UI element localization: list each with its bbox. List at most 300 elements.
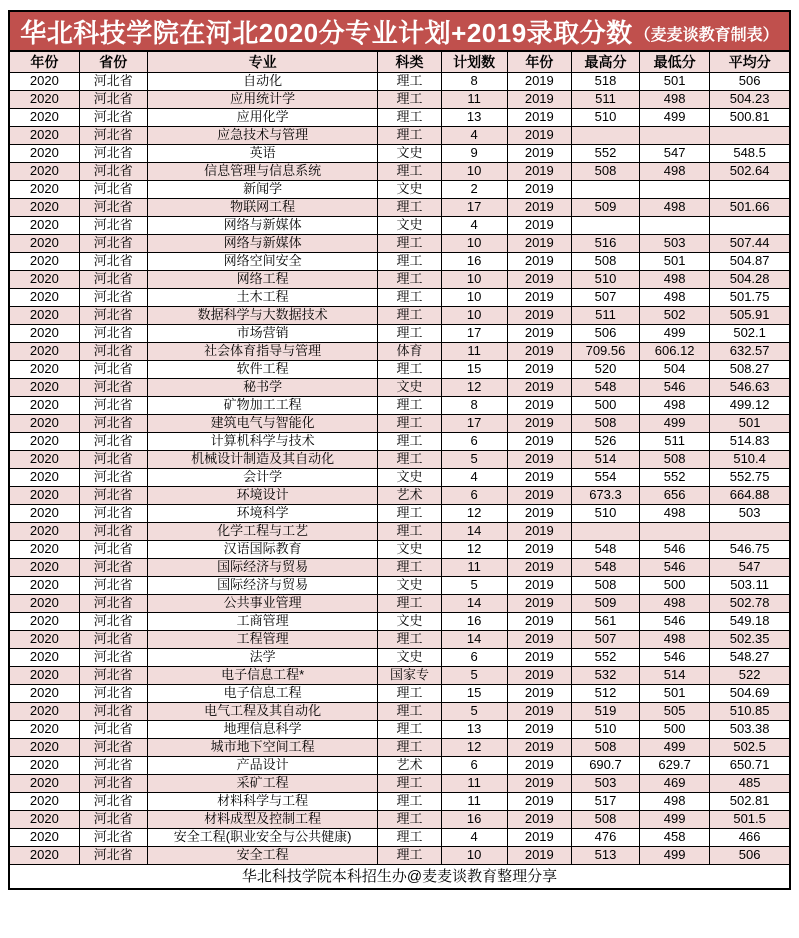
table-cell: 2020 bbox=[9, 468, 79, 486]
table-cell: 2020 bbox=[9, 396, 79, 414]
table-cell: 506 bbox=[710, 72, 790, 90]
table-cell: 504.28 bbox=[710, 270, 790, 288]
table-cell: 547 bbox=[640, 144, 710, 162]
table-cell: 500 bbox=[640, 576, 710, 594]
table-cell: 2019 bbox=[507, 648, 571, 666]
table-cell: 510 bbox=[571, 270, 639, 288]
table-cell: 公共事业管理 bbox=[147, 594, 378, 612]
table-cell: 10 bbox=[441, 288, 507, 306]
table-cell: 546 bbox=[640, 378, 710, 396]
table-row bbox=[9, 126, 790, 144]
table-cell: 国际经济与贸易 bbox=[147, 576, 378, 594]
table-cell: 2020 bbox=[9, 108, 79, 126]
table-cell: 469 bbox=[640, 774, 710, 792]
table-cell: 505 bbox=[640, 702, 710, 720]
table-cell: 2019 bbox=[507, 234, 571, 252]
table-cell: 508 bbox=[571, 738, 639, 756]
table-cell: 11 bbox=[441, 774, 507, 792]
table-cell: 17 bbox=[441, 414, 507, 432]
table-cell: 计算机科学与技术 bbox=[147, 432, 378, 450]
table-row bbox=[9, 306, 790, 324]
table-cell: 河北省 bbox=[79, 360, 147, 378]
table-row bbox=[9, 216, 790, 234]
table-cell: 河北省 bbox=[79, 162, 147, 180]
column-header: 最高分 bbox=[571, 51, 639, 72]
table-cell: 561 bbox=[571, 612, 639, 630]
table-cell: 电子信息工程* bbox=[147, 666, 378, 684]
table-cell: 社会体育指导与管理 bbox=[147, 342, 378, 360]
table-cell: 499 bbox=[640, 738, 710, 756]
table-row bbox=[9, 792, 790, 810]
table-row bbox=[9, 324, 790, 342]
table-cell: 理工 bbox=[378, 432, 441, 450]
table-cell: 矿物加工工程 bbox=[147, 396, 378, 414]
table-cell: 2019 bbox=[507, 288, 571, 306]
table-cell: 化学工程与工艺 bbox=[147, 522, 378, 540]
table-cell: 河北省 bbox=[79, 594, 147, 612]
table-row bbox=[9, 198, 790, 216]
table-cell: 504.87 bbox=[710, 252, 790, 270]
table-cell: 501.5 bbox=[710, 810, 790, 828]
table-cell: 548 bbox=[571, 378, 639, 396]
table-cell: 466 bbox=[710, 828, 790, 846]
table-cell: 503 bbox=[640, 234, 710, 252]
table-cell: 13 bbox=[441, 720, 507, 738]
table-cell: 河北省 bbox=[79, 342, 147, 360]
table-cell: 546 bbox=[640, 612, 710, 630]
table-cell: 11 bbox=[441, 342, 507, 360]
table-cell: 508 bbox=[571, 576, 639, 594]
table-cell: 材料成型及控制工程 bbox=[147, 810, 378, 828]
table-cell: 6 bbox=[441, 432, 507, 450]
table-cell: 17 bbox=[441, 198, 507, 216]
table-cell: 2020 bbox=[9, 324, 79, 342]
table-cell: 河北省 bbox=[79, 108, 147, 126]
table-cell: 501.75 bbox=[710, 288, 790, 306]
table-cell: 511 bbox=[571, 90, 639, 108]
table-cell: 理工 bbox=[378, 198, 441, 216]
table-row bbox=[9, 90, 790, 108]
table-cell: 2020 bbox=[9, 144, 79, 162]
table-row bbox=[9, 72, 790, 90]
table-cell: 城市地下空间工程 bbox=[147, 738, 378, 756]
table-cell: 548 bbox=[571, 558, 639, 576]
table-cell: 艺术 bbox=[378, 486, 441, 504]
table-cell: 2019 bbox=[507, 270, 571, 288]
table-cell: 网络空间安全 bbox=[147, 252, 378, 270]
table-cell: 2019 bbox=[507, 342, 571, 360]
table-row bbox=[9, 450, 790, 468]
table-cell: 4 bbox=[441, 126, 507, 144]
table-cell: 2019 bbox=[507, 576, 571, 594]
table-cell: 498 bbox=[640, 630, 710, 648]
table-cell: 理工 bbox=[378, 738, 441, 756]
column-header: 年份 bbox=[507, 51, 571, 72]
table-cell: 650.71 bbox=[710, 756, 790, 774]
table-cell: 509 bbox=[571, 594, 639, 612]
table-cell: 2020 bbox=[9, 486, 79, 504]
table-cell: 2020 bbox=[9, 810, 79, 828]
table-cell: 500.81 bbox=[710, 108, 790, 126]
admission-table-graphic bbox=[8, 10, 791, 890]
table-cell: 518 bbox=[571, 72, 639, 90]
table-cell: 4 bbox=[441, 828, 507, 846]
table-cell: 河北省 bbox=[79, 702, 147, 720]
table-cell: 河北省 bbox=[79, 180, 147, 198]
table-body bbox=[9, 72, 790, 864]
table-cell: 2 bbox=[441, 180, 507, 198]
table-cell: 河北省 bbox=[79, 522, 147, 540]
table-cell: 理工 bbox=[378, 846, 441, 864]
table-row bbox=[9, 540, 790, 558]
table-cell: 519 bbox=[571, 702, 639, 720]
table-cell: 河北省 bbox=[79, 306, 147, 324]
table-cell: 2019 bbox=[507, 90, 571, 108]
table-cell: 2020 bbox=[9, 720, 79, 738]
table-cell: 508 bbox=[571, 810, 639, 828]
table-cell: 理工 bbox=[378, 90, 441, 108]
table-cell: 2019 bbox=[507, 684, 571, 702]
table-cell: 6 bbox=[441, 756, 507, 774]
table-cell: 554 bbox=[571, 468, 639, 486]
table-cell: 16 bbox=[441, 810, 507, 828]
table-cell: 工程管理 bbox=[147, 630, 378, 648]
table-cell: 510.4 bbox=[710, 450, 790, 468]
table-cell: 河北省 bbox=[79, 576, 147, 594]
table-cell: 理工 bbox=[378, 630, 441, 648]
table-cell: 2019 bbox=[507, 558, 571, 576]
table-cell: 河北省 bbox=[79, 720, 147, 738]
table-cell: 2020 bbox=[9, 306, 79, 324]
table-cell: 理工 bbox=[378, 72, 441, 90]
table-cell: 502 bbox=[640, 306, 710, 324]
table-cell: 501 bbox=[710, 414, 790, 432]
table-row bbox=[9, 288, 790, 306]
table-cell: 546 bbox=[640, 558, 710, 576]
table-cell: 理工 bbox=[378, 558, 441, 576]
table-cell: 2019 bbox=[507, 144, 571, 162]
table-cell: 507 bbox=[571, 288, 639, 306]
table-cell: 10 bbox=[441, 234, 507, 252]
page-title: 华北科技学院在河北2020分专业计划+2019录取分数 bbox=[20, 17, 633, 48]
table-cell: 501.66 bbox=[710, 198, 790, 216]
table-row bbox=[9, 558, 790, 576]
table-cell: 11 bbox=[441, 558, 507, 576]
column-header: 年份 bbox=[9, 51, 79, 72]
table-cell: 河北省 bbox=[79, 72, 147, 90]
table-cell: 河北省 bbox=[79, 666, 147, 684]
table-cell bbox=[640, 180, 710, 198]
table-cell: 河北省 bbox=[79, 216, 147, 234]
table-cell: 10 bbox=[441, 162, 507, 180]
table-cell: 2019 bbox=[507, 504, 571, 522]
table-cell: 510 bbox=[571, 108, 639, 126]
table-cell: 505.91 bbox=[710, 306, 790, 324]
table-cell: 552 bbox=[640, 468, 710, 486]
table-cell: 548 bbox=[571, 540, 639, 558]
table-cell: 河北省 bbox=[79, 378, 147, 396]
table-cell: 国家专 bbox=[378, 666, 441, 684]
table-cell: 2019 bbox=[507, 108, 571, 126]
table-cell: 606.12 bbox=[640, 342, 710, 360]
table-cell: 16 bbox=[441, 612, 507, 630]
column-header: 平均分 bbox=[710, 51, 790, 72]
table-cell: 12 bbox=[441, 504, 507, 522]
table-cell: 理工 bbox=[378, 684, 441, 702]
table-row bbox=[9, 738, 790, 756]
table-cell: 理工 bbox=[378, 774, 441, 792]
table-cell: 物联网工程 bbox=[147, 198, 378, 216]
table-cell: 2020 bbox=[9, 630, 79, 648]
table-cell: 软件工程 bbox=[147, 360, 378, 378]
table-cell: 14 bbox=[441, 522, 507, 540]
table-row bbox=[9, 162, 790, 180]
table-cell: 8 bbox=[441, 72, 507, 90]
table-row bbox=[9, 180, 790, 198]
table-cell: 506 bbox=[571, 324, 639, 342]
table-row bbox=[9, 774, 790, 792]
table-cell: 506 bbox=[710, 846, 790, 864]
table-cell: 499 bbox=[640, 846, 710, 864]
table-row bbox=[9, 108, 790, 126]
table-row bbox=[9, 756, 790, 774]
table-cell: 理工 bbox=[378, 702, 441, 720]
table-cell: 建筑电气与智能化 bbox=[147, 414, 378, 432]
table-row bbox=[9, 594, 790, 612]
table-cell: 499 bbox=[640, 414, 710, 432]
table-cell: 2020 bbox=[9, 774, 79, 792]
table-cell: 2019 bbox=[507, 738, 571, 756]
table-row bbox=[9, 702, 790, 720]
table-cell: 环境设计 bbox=[147, 486, 378, 504]
table-cell: 548.5 bbox=[710, 144, 790, 162]
table-cell: 504 bbox=[640, 360, 710, 378]
table-cell: 河北省 bbox=[79, 846, 147, 864]
table-cell: 市场营销 bbox=[147, 324, 378, 342]
table-cell: 503.38 bbox=[710, 720, 790, 738]
table-cell: 机械设计制造及其自动化 bbox=[147, 450, 378, 468]
table-row bbox=[9, 234, 790, 252]
table-cell bbox=[710, 216, 790, 234]
table-cell: 498 bbox=[640, 198, 710, 216]
header-row bbox=[9, 51, 790, 72]
table-row bbox=[9, 486, 790, 504]
table-cell: 2020 bbox=[9, 342, 79, 360]
table-cell: 2019 bbox=[507, 468, 571, 486]
table-cell: 2019 bbox=[507, 216, 571, 234]
table-row bbox=[9, 684, 790, 702]
table-row bbox=[9, 252, 790, 270]
table-cell: 2020 bbox=[9, 90, 79, 108]
table-cell: 522 bbox=[710, 666, 790, 684]
table-cell: 数据科学与大数据技术 bbox=[147, 306, 378, 324]
table-cell: 2019 bbox=[507, 252, 571, 270]
table-row bbox=[9, 144, 790, 162]
table-cell: 507.44 bbox=[710, 234, 790, 252]
table-cell: 512 bbox=[571, 684, 639, 702]
table-cell: 552 bbox=[571, 144, 639, 162]
table-cell: 510 bbox=[571, 504, 639, 522]
table-cell: 2019 bbox=[507, 72, 571, 90]
table-cell: 网络与新媒体 bbox=[147, 216, 378, 234]
table-cell: 英语 bbox=[147, 144, 378, 162]
table-cell: 河北省 bbox=[79, 468, 147, 486]
table-cell: 508 bbox=[640, 450, 710, 468]
table-cell: 546.75 bbox=[710, 540, 790, 558]
table-cell: 508.27 bbox=[710, 360, 790, 378]
table-cell: 文史 bbox=[378, 648, 441, 666]
table-cell: 理工 bbox=[378, 810, 441, 828]
table-cell: 法学 bbox=[147, 648, 378, 666]
table-cell bbox=[640, 216, 710, 234]
table-cell: 501 bbox=[640, 684, 710, 702]
column-header: 科类 bbox=[378, 51, 441, 72]
table-cell: 2020 bbox=[9, 702, 79, 720]
table-cell: 9 bbox=[441, 144, 507, 162]
title-bar bbox=[8, 10, 791, 52]
table-cell: 2020 bbox=[9, 378, 79, 396]
table-cell: 532 bbox=[571, 666, 639, 684]
table-cell: 采矿工程 bbox=[147, 774, 378, 792]
table-cell: 508 bbox=[571, 162, 639, 180]
table-cell: 理工 bbox=[378, 234, 441, 252]
table-row bbox=[9, 576, 790, 594]
table-cell: 546 bbox=[640, 540, 710, 558]
table-cell: 2019 bbox=[507, 720, 571, 738]
table-cell: 地理信息科学 bbox=[147, 720, 378, 738]
table-cell: 516 bbox=[571, 234, 639, 252]
table-cell: 河北省 bbox=[79, 288, 147, 306]
table-cell: 2020 bbox=[9, 612, 79, 630]
table-cell: 2019 bbox=[507, 756, 571, 774]
table-cell: 547 bbox=[710, 558, 790, 576]
footer-row bbox=[9, 864, 790, 889]
table-cell: 理工 bbox=[378, 252, 441, 270]
table-cell: 理工 bbox=[378, 306, 441, 324]
table-cell: 502.35 bbox=[710, 630, 790, 648]
table-cell: 4 bbox=[441, 216, 507, 234]
table-cell: 材料科学与工程 bbox=[147, 792, 378, 810]
table-cell: 514 bbox=[571, 450, 639, 468]
table-cell: 514 bbox=[640, 666, 710, 684]
table-cell: 2020 bbox=[9, 828, 79, 846]
table-cell: 549.18 bbox=[710, 612, 790, 630]
table-cell: 2020 bbox=[9, 576, 79, 594]
table-cell: 10 bbox=[441, 306, 507, 324]
table-cell: 509 bbox=[571, 198, 639, 216]
table-cell: 520 bbox=[571, 360, 639, 378]
table-cell: 498 bbox=[640, 270, 710, 288]
table-cell: 国际经济与贸易 bbox=[147, 558, 378, 576]
table-cell bbox=[571, 522, 639, 540]
table-cell: 2020 bbox=[9, 360, 79, 378]
table-cell: 河北省 bbox=[79, 126, 147, 144]
table-footer-note: 华北科技学院本科招生办@麦麦谈教育整理分享 bbox=[9, 864, 790, 889]
table-cell: 河北省 bbox=[79, 144, 147, 162]
table-cell: 499 bbox=[640, 108, 710, 126]
table-cell: 13 bbox=[441, 108, 507, 126]
table-cell: 文史 bbox=[378, 612, 441, 630]
table-row bbox=[9, 378, 790, 396]
table-cell: 网络工程 bbox=[147, 270, 378, 288]
table-cell: 河北省 bbox=[79, 792, 147, 810]
table-cell: 2019 bbox=[507, 612, 571, 630]
table-cell: 理工 bbox=[378, 108, 441, 126]
table-cell: 502.1 bbox=[710, 324, 790, 342]
table-cell: 8 bbox=[441, 396, 507, 414]
table-cell: 网络与新媒体 bbox=[147, 234, 378, 252]
table-cell: 2020 bbox=[9, 216, 79, 234]
table-cell: 2020 bbox=[9, 846, 79, 864]
table-cell bbox=[571, 126, 639, 144]
table-row bbox=[9, 432, 790, 450]
table-cell: 2019 bbox=[507, 360, 571, 378]
table-cell: 2019 bbox=[507, 180, 571, 198]
table-cell: 应急技术与管理 bbox=[147, 126, 378, 144]
table-cell: 河北省 bbox=[79, 774, 147, 792]
table-cell: 508 bbox=[571, 414, 639, 432]
table-cell: 工商管理 bbox=[147, 612, 378, 630]
table-row bbox=[9, 630, 790, 648]
table-row bbox=[9, 666, 790, 684]
table-cell: 502.78 bbox=[710, 594, 790, 612]
table-cell: 511 bbox=[571, 306, 639, 324]
table-cell: 511 bbox=[640, 432, 710, 450]
table-row bbox=[9, 504, 790, 522]
table-cell: 理工 bbox=[378, 162, 441, 180]
table-cell: 河北省 bbox=[79, 810, 147, 828]
table-cell: 2020 bbox=[9, 432, 79, 450]
table-cell bbox=[571, 216, 639, 234]
table-cell: 2020 bbox=[9, 72, 79, 90]
table-cell: 14 bbox=[441, 594, 507, 612]
table-cell: 2020 bbox=[9, 180, 79, 198]
table-cell: 2020 bbox=[9, 414, 79, 432]
table-row bbox=[9, 810, 790, 828]
table-cell: 河北省 bbox=[79, 684, 147, 702]
table-cell: 河北省 bbox=[79, 90, 147, 108]
table-cell: 502.81 bbox=[710, 792, 790, 810]
table-cell: 河北省 bbox=[79, 828, 147, 846]
table-cell: 2019 bbox=[507, 792, 571, 810]
table-cell: 河北省 bbox=[79, 648, 147, 666]
table-cell: 2019 bbox=[507, 540, 571, 558]
table-cell: 安全工程 bbox=[147, 846, 378, 864]
table-row bbox=[9, 828, 790, 846]
column-header: 省份 bbox=[79, 51, 147, 72]
table-cell: 6 bbox=[441, 486, 507, 504]
table-cell: 498 bbox=[640, 288, 710, 306]
table-cell: 498 bbox=[640, 504, 710, 522]
table-row bbox=[9, 468, 790, 486]
table-cell: 476 bbox=[571, 828, 639, 846]
table-cell: 15 bbox=[441, 360, 507, 378]
table-cell: 河北省 bbox=[79, 270, 147, 288]
table-cell: 656 bbox=[640, 486, 710, 504]
table-cell: 2019 bbox=[507, 828, 571, 846]
table-cell: 500 bbox=[571, 396, 639, 414]
table-cell: 485 bbox=[710, 774, 790, 792]
table-cell: 2020 bbox=[9, 126, 79, 144]
table-cell: 503 bbox=[571, 774, 639, 792]
table-cell: 11 bbox=[441, 90, 507, 108]
table-cell: 河北省 bbox=[79, 198, 147, 216]
table-cell: 2019 bbox=[507, 774, 571, 792]
table-row bbox=[9, 846, 790, 864]
table-cell: 应用化学 bbox=[147, 108, 378, 126]
table-cell: 2020 bbox=[9, 198, 79, 216]
table-cell: 500 bbox=[640, 720, 710, 738]
